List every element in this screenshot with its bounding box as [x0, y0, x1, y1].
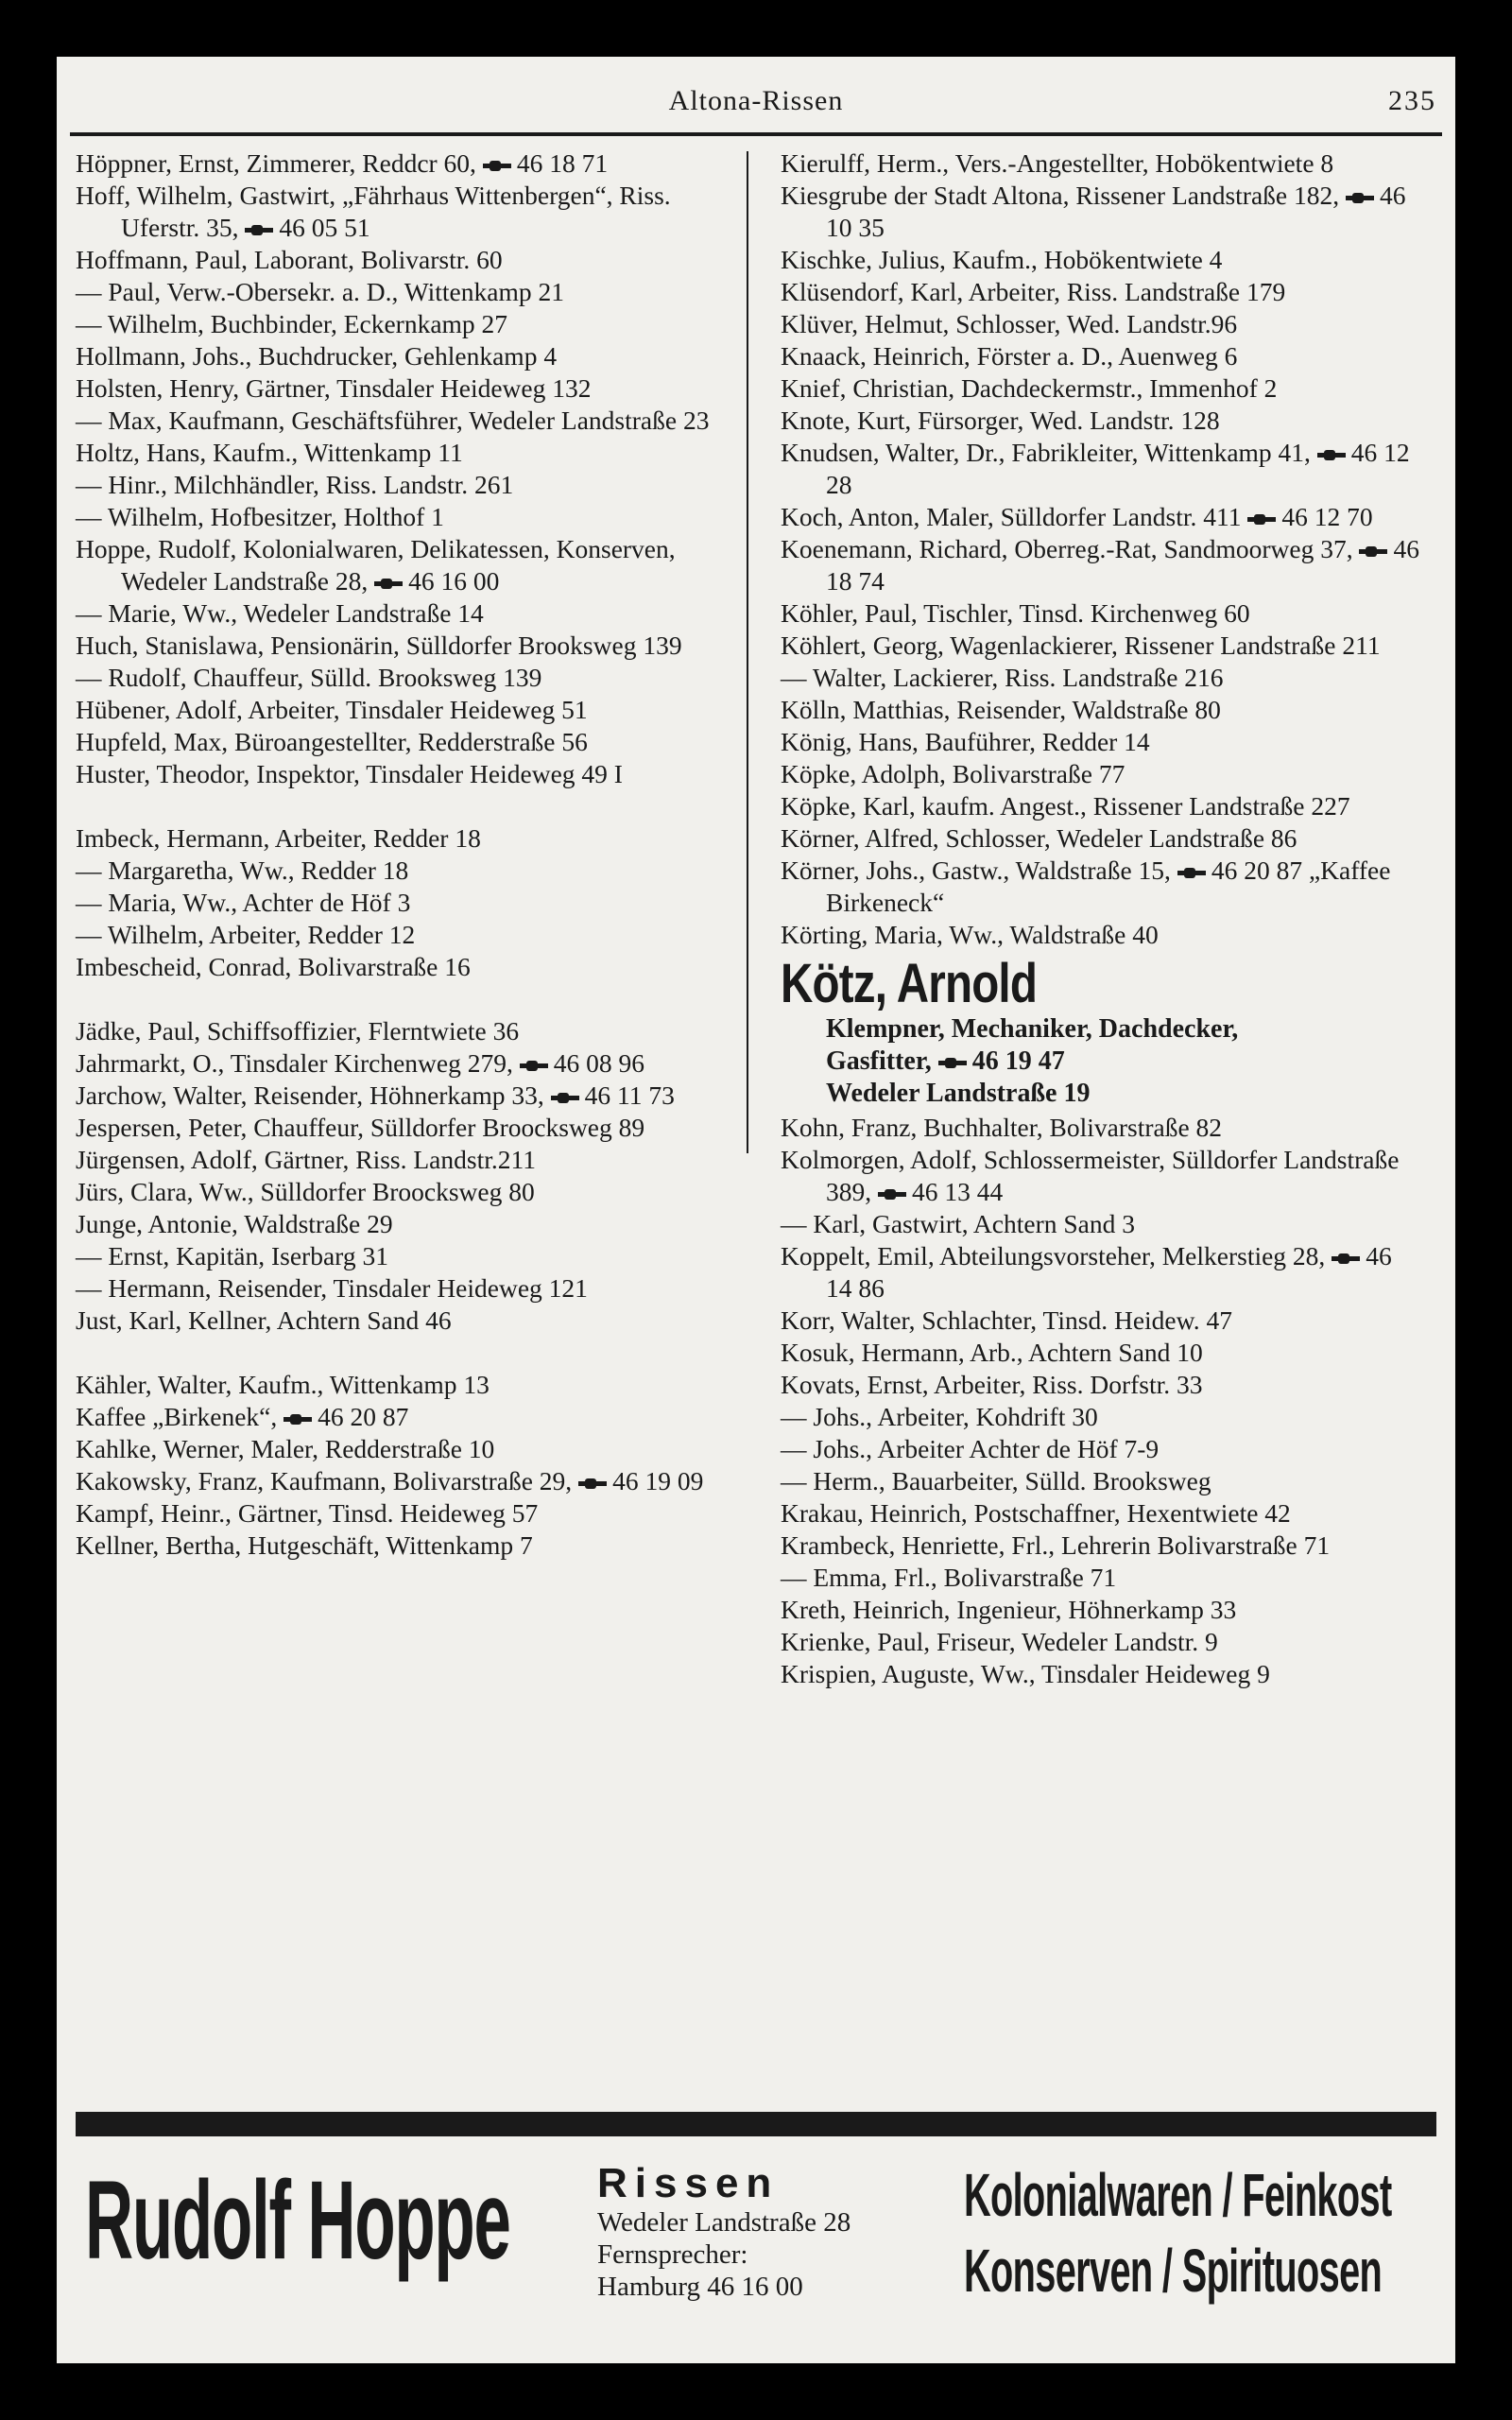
- telephone-icon: [374, 579, 403, 589]
- entry-phone: 46 16 00: [408, 566, 500, 596]
- directory-entry: [781, 597, 1423, 630]
- directory-entry: [76, 1176, 718, 1208]
- directory-entry: [781, 244, 1423, 276]
- telephone-icon: [520, 1061, 548, 1071]
- entry-text: Kakowsky, Franz, Kaufmann, Bolivarstraße 29,: [76, 1466, 573, 1495]
- entry-text: Junge, Antonie, Waldstraße 29: [76, 1209, 393, 1238]
- directory-entry: [76, 308, 718, 340]
- directory-entry: [781, 1594, 1423, 1626]
- directory-entry: [781, 726, 1423, 758]
- directory-entry: [76, 1208, 718, 1240]
- entry-text: — Ernst, Kapitän, Iserbarg 31: [76, 1241, 388, 1270]
- entry-text: Jädke, Paul, Schiffsoffizier, Flerntwiete 36: [76, 1016, 520, 1046]
- directory-entry: [781, 1530, 1423, 1562]
- entry-text: Knote, Kurt, Fürsorger, Wed. Landstr. 128: [781, 406, 1220, 435]
- directory-entry: [781, 1337, 1423, 1369]
- entry-text: Hübener, Adolf, Arbeiter, Tinsdaler Heideweg 51: [76, 695, 588, 724]
- directory-entry: [76, 1305, 718, 1337]
- entry-text: Just, Karl, Kellner, Achtern Sand 46: [76, 1305, 452, 1335]
- entry-text: Kolmorgen, Adolf, Schlossermeister, Sülldorfer Landstraße 389,: [781, 1145, 1400, 1206]
- directory-entry: [781, 1497, 1423, 1530]
- entry-text: Hupfeld, Max, Büroangestellter, Redderstraße 56: [76, 727, 588, 756]
- directory-entry: [781, 405, 1423, 437]
- entry-phone: 46 12 28: [826, 438, 1410, 499]
- entry-text: Holtz, Hans, Kaufm., Wittenkamp 11: [76, 438, 463, 467]
- directory-entry: [781, 180, 1423, 244]
- entry-text: Krambeck, Henriette, Frl., Lehrerin Bolivarstraße 71: [781, 1530, 1331, 1560]
- entry-text: Kiesgrube der Stadt Altona, Rissener Landstraße 182,: [781, 181, 1340, 210]
- left-column: [76, 147, 718, 1562]
- directory-entry: [76, 919, 718, 951]
- entry-text: Köhler, Paul, Tischler, Tinsd. Kirchenweg 60: [781, 598, 1250, 628]
- column-divider: [747, 151, 748, 1153]
- entry-text: — Wilhelm, Hofbesitzer, Holthof 1: [76, 502, 444, 531]
- telephone-icon: [1359, 546, 1387, 557]
- entry-text: Kaffee „Birkenek“,: [76, 1402, 278, 1431]
- directory-entry: [781, 1433, 1423, 1465]
- directory-entry: [76, 597, 718, 630]
- entry-phone: 46 14 86: [826, 1241, 1392, 1303]
- entry-text: Knief, Christian, Dachdeckermstr., Immenhof 2: [781, 373, 1278, 403]
- advertisement-hoppe: [76, 2150, 1436, 2339]
- page-header: [76, 85, 1436, 127]
- telephone-icon: [245, 225, 273, 235]
- directory-entry: [76, 951, 718, 983]
- entry-text: — Margaretha, Ww., Redder 18: [76, 856, 409, 885]
- entry-text: — Walter, Lackierer, Riss. Landstraße 216: [781, 663, 1224, 692]
- directory-entry: [76, 1465, 718, 1497]
- entry-text: Hoppe, Rudolf, Kolonialwaren, Delikatessen, Konserven, Wedeler Landstraße 28,: [76, 534, 676, 596]
- right-column: [781, 147, 1423, 1690]
- entry-phone: 46 11 73: [584, 1080, 675, 1110]
- directory-entry: [76, 244, 718, 276]
- header-rule: [70, 132, 1442, 136]
- directory-entry: [781, 1658, 1423, 1690]
- entry-text: — Karl, Gastwirt, Achtern Sand 3: [781, 1209, 1135, 1238]
- entry-text: Klüsendorf, Karl, Arbeiter, Riss. Landstraße 179: [781, 277, 1286, 306]
- directory-entry: [76, 533, 718, 597]
- telephone-icon: [284, 1414, 312, 1425]
- directory-entry: [76, 1369, 718, 1401]
- directory-entry: [781, 1626, 1423, 1658]
- page-title: Altona-Rissen: [668, 85, 844, 116]
- directory-entry: [76, 276, 718, 308]
- directory-entry: [781, 1240, 1423, 1305]
- entry-text: Jürs, Clara, Ww., Sülldorfer Broocksweg 80: [76, 1177, 535, 1206]
- directory-entry: [76, 1240, 718, 1272]
- directory-entry: [781, 372, 1423, 405]
- entry-text: Hoffmann, Paul, Laborant, Bolivarstr. 60: [76, 245, 503, 274]
- directory-entry: [76, 1112, 718, 1144]
- entry-text: Hoff, Wilhelm, Gastwirt, „Fährhaus Wittenbergen“, Riss. Uferstr. 35,: [76, 181, 671, 242]
- telephone-icon: [578, 1478, 607, 1489]
- section-gap: [76, 1337, 718, 1369]
- entry-text: Kischke, Julius, Kaufm., Hobökentwiete 4: [781, 245, 1223, 274]
- directory-entry: [781, 1305, 1423, 1337]
- koetz-gasfitter: Gasfitter,: [826, 1046, 932, 1076]
- directory-entry: [76, 822, 718, 855]
- directory-entry: [781, 919, 1423, 951]
- entry-text: Knudsen, Walter, Dr., Fabrikleiter, Wittenkamp 41,: [781, 438, 1311, 467]
- directory-entry: [76, 1080, 718, 1112]
- directory-entry: [76, 340, 718, 372]
- section-gap: [76, 790, 718, 822]
- ad-goods-line-2: Konserven / Spirituosen: [964, 2237, 1383, 2305]
- entry-phone: 46 10 35: [826, 181, 1406, 242]
- directory-entry: [76, 758, 718, 790]
- entry-text: Körner, Alfred, Schlosser, Wedeler Landstraße 86: [781, 823, 1297, 853]
- directory-entry: [781, 822, 1423, 855]
- entry-text: Kahlke, Werner, Maler, Redderstraße 10: [76, 1434, 495, 1463]
- directory-entry: [76, 501, 718, 533]
- directory-entry: [781, 276, 1423, 308]
- ad-company-name: Rudolf Hoppe: [85, 2158, 510, 2283]
- directory-entry: [76, 1272, 718, 1305]
- directory-entry: [781, 1112, 1423, 1144]
- directory-entry: [781, 1208, 1423, 1240]
- entry-text: — Wilhelm, Arbeiter, Redder 12: [76, 920, 416, 949]
- entry-text: Jahrmarkt, O., Tinsdaler Kirchenweg 279,: [76, 1048, 513, 1078]
- directory-entry: [76, 726, 718, 758]
- entry-text: — Herm., Bauarbeiter, Sülld. Brooksweg: [781, 1466, 1211, 1495]
- entry-text: Krienke, Paul, Friseur, Wedeler Landstr. 9: [781, 1627, 1218, 1656]
- entry-text: — Max, Kaufmann, Geschäftsführer, Wedeler Landstraße 23: [76, 406, 710, 435]
- directory-entry: [781, 533, 1423, 597]
- directory-entry: [781, 855, 1423, 919]
- directory-entry: [76, 437, 718, 469]
- directory-entry: [76, 372, 718, 405]
- entry-text: Korr, Walter, Schlachter, Tinsd. Heidew. 47: [781, 1305, 1232, 1335]
- entry-phone: 46 13 44: [912, 1177, 1004, 1206]
- entry-text: Huster, Theodor, Inspektor, Tinsdaler Heideweg 49 I: [76, 759, 623, 788]
- directory-entry: [76, 469, 718, 501]
- entry-text: — Hermann, Reisender, Tinsdaler Heideweg 121: [76, 1273, 588, 1303]
- directory-entry: [781, 694, 1423, 726]
- telephone-icon: [1332, 1253, 1360, 1264]
- telephone-icon: [551, 1093, 579, 1103]
- entry-text: — Wilhelm, Buchbinder, Eckernkamp 27: [76, 309, 508, 338]
- entry-text: Köpke, Adolph, Bolivarstraße 77: [781, 759, 1125, 788]
- entry-text: Koenemann, Richard, Oberreg.-Rat, Sandmoorweg 37,: [781, 534, 1353, 563]
- telephone-icon: [938, 1058, 967, 1068]
- entry-text: Kölln, Matthias, Reisender, Waldstraße 80: [781, 695, 1221, 724]
- entry-text: Knaack, Heinrich, Förster a. D., Auenweg 6: [781, 341, 1238, 371]
- directory-entry: [781, 790, 1423, 822]
- entry-text: Hollmann, Johs., Buchdrucker, Gehlenkamp 4: [76, 341, 558, 371]
- ad-address: Wedeler Landstraße 28: [597, 2207, 851, 2238]
- advertisement-koetz: [781, 955, 1423, 1110]
- section-gap: [76, 983, 718, 1015]
- entry-text: Jürgensen, Adolf, Gärtner, Riss. Landstr.211: [76, 1145, 536, 1174]
- entry-text: — Johs., Arbeiter Achter de Höf 7-9: [781, 1434, 1160, 1463]
- directory-entry: [781, 662, 1423, 694]
- entry-phone: 46 20 87: [1211, 856, 1303, 885]
- entry-text: Krispien, Auguste, Ww., Tinsdaler Heideweg 9: [781, 1659, 1270, 1688]
- entry-phone: 46 18 74: [826, 534, 1419, 596]
- directory-entry: [76, 1047, 718, 1080]
- koetz-phone-line: [781, 1046, 1423, 1078]
- entry-text: Kreth, Heinrich, Ingenieur, Höhnerkamp 33: [781, 1595, 1237, 1624]
- entry-text: Holsten, Henry, Gärtner, Tinsdaler Heideweg 132: [76, 373, 592, 403]
- directory-entry: [781, 501, 1423, 533]
- directory-entry: [76, 147, 718, 180]
- entry-phone: 46 20 87: [318, 1402, 409, 1431]
- entry-text: König, Hans, Bauführer, Redder 14: [781, 727, 1150, 756]
- ad-goods-line-1: Kolonialwaren / Feinkost: [964, 2161, 1392, 2229]
- telephone-icon: [1247, 514, 1276, 525]
- directory-entry: [76, 1401, 718, 1433]
- entry-text: Kampf, Heinr., Gärtner, Tinsd. Heideweg 57: [76, 1498, 539, 1528]
- directory-page: [57, 57, 1455, 2363]
- page-number: 235: [1388, 85, 1436, 116]
- directory-entry: [781, 437, 1423, 501]
- entry-text: Krakau, Heinrich, Postschaffner, Hexentwiete 42: [781, 1498, 1291, 1528]
- entry-text: Kähler, Walter, Kaufm., Wittenkamp 13: [76, 1370, 490, 1399]
- entry-text: Köhlert, Georg, Wagenlackierer, Rissener Landstraße 211: [781, 631, 1381, 660]
- koetz-phone: 46 19 47: [971, 1046, 1065, 1076]
- entry-phone: 46 08 96: [553, 1048, 644, 1078]
- entry-phone: 46 05 51: [279, 213, 370, 242]
- directory-entry: [76, 1497, 718, 1530]
- directory-entry: [781, 1465, 1423, 1497]
- entry-text: — Paul, Verw.-Obersekr. a. D., Wittenkamp 21: [76, 277, 564, 306]
- entry-text: Imbescheid, Conrad, Bolivarstraße 16: [76, 952, 471, 981]
- entry-text: — Emma, Frl., Bolivarstraße 71: [781, 1563, 1117, 1592]
- entry-text: Kohn, Franz, Buchhalter, Bolivarstraße 82: [781, 1113, 1223, 1142]
- entry-text: Koch, Anton, Maler, Sülldorfer Landstr. 411: [781, 502, 1242, 531]
- entry-text: Kierulff, Herm., Vers.-Angestellter, Hobökentwiete 8: [781, 148, 1334, 178]
- entry-text: Körting, Maria, Ww., Waldstraße 40: [781, 920, 1159, 949]
- entry-text: Imbeck, Hermann, Arbeiter, Redder 18: [76, 823, 481, 853]
- directory-entry: [781, 308, 1423, 340]
- ad-phone: Hamburg 46 16 00: [597, 2272, 803, 2302]
- entry-phone: 46 12 70: [1281, 502, 1373, 531]
- directory-entry: [76, 405, 718, 437]
- telephone-icon: [878, 1189, 906, 1200]
- koetz-name: Kötz, Arnold: [781, 953, 1038, 1014]
- directory-entry: [76, 887, 718, 919]
- entry-text: Kosuk, Hermann, Arb., Achtern Sand 10: [781, 1338, 1203, 1367]
- entry-text: Jarchow, Walter, Reisender, Höhnerkamp 33,: [76, 1080, 544, 1110]
- entry-text: — Rudolf, Chauffeur, Sülld. Brooksweg 139: [76, 663, 542, 692]
- directory-entry: [76, 1144, 718, 1176]
- entry-text: Jespersen, Peter, Chauffeur, Sülldorfer Broocksweg 89: [76, 1113, 645, 1142]
- entry-text: Köpke, Karl, kaufm. Angest., Rissener Landstraße 227: [781, 791, 1350, 821]
- directory-entry: [76, 630, 718, 662]
- directory-entry: [76, 1433, 718, 1465]
- ad-goods: [964, 2157, 1436, 2308]
- telephone-icon: [1317, 450, 1346, 460]
- directory-entry: [781, 1401, 1423, 1433]
- directory-entry: [781, 1144, 1423, 1208]
- directory-entry: [781, 758, 1423, 790]
- telephone-icon: [483, 161, 511, 171]
- directory-entry: [781, 1369, 1423, 1401]
- entry-text: Klüver, Helmut, Schlosser, Wed. Landstr.96: [781, 309, 1238, 338]
- directory-entry: [781, 630, 1423, 662]
- directory-entry: [781, 147, 1423, 180]
- entry-text: — Maria, Ww., Achter de Höf 3: [76, 888, 411, 917]
- bottom-rule: [76, 2112, 1436, 2136]
- entry-text: Koppelt, Emil, Abteilungsvorsteher, Melkerstieg 28,: [781, 1241, 1326, 1270]
- directory-entry: [76, 1015, 718, 1047]
- directory-entry: [76, 662, 718, 694]
- entry-text: — Johs., Arbeiter, Kohdrift 30: [781, 1402, 1098, 1431]
- entry-text: Kellner, Bertha, Hutgeschäft, Wittenkamp 7: [76, 1530, 533, 1560]
- entry-text: Körner, Johs., Gastw., Waldstraße 15,: [781, 856, 1171, 885]
- telephone-icon: [1177, 868, 1206, 878]
- entry-text: Höppner, Ernst, Zimmerer, Reddcr 60,: [76, 148, 476, 178]
- directory-entry: [76, 855, 718, 887]
- directory-entry: [76, 694, 718, 726]
- ad-city: Rissen: [597, 2160, 780, 2206]
- directory-entry: [781, 340, 1423, 372]
- ad-contact: [597, 2161, 919, 2303]
- koetz-trades: Klempner, Mechaniker, Dachdecker,: [826, 1014, 1239, 1044]
- entry-text: — Hinr., Milchhändler, Riss. Landstr. 261: [76, 470, 514, 499]
- koetz-address: Wedeler Landstraße 19: [826, 1079, 1091, 1108]
- entry-text: — Marie, Ww., Wedeler Landstraße 14: [76, 598, 484, 628]
- directory-entry: [76, 180, 718, 244]
- entry-suffix: „Kaffee Birkeneck“: [826, 856, 1391, 917]
- entry-text: Huch, Stanislawa, Pensionärin, Sülldorfer Brooksweg 139: [76, 631, 682, 660]
- ad-phone-label: Fernsprecher:: [597, 2239, 748, 2270]
- entry-phone: 46 19 09: [612, 1466, 704, 1495]
- entry-phone: 46 18 71: [516, 148, 609, 178]
- directory-entry: [781, 1562, 1423, 1594]
- telephone-icon: [1346, 193, 1374, 203]
- directory-entry: [76, 1530, 718, 1562]
- entry-text: Kovats, Ernst, Arbeiter, Riss. Dorfstr. 33: [781, 1370, 1203, 1399]
